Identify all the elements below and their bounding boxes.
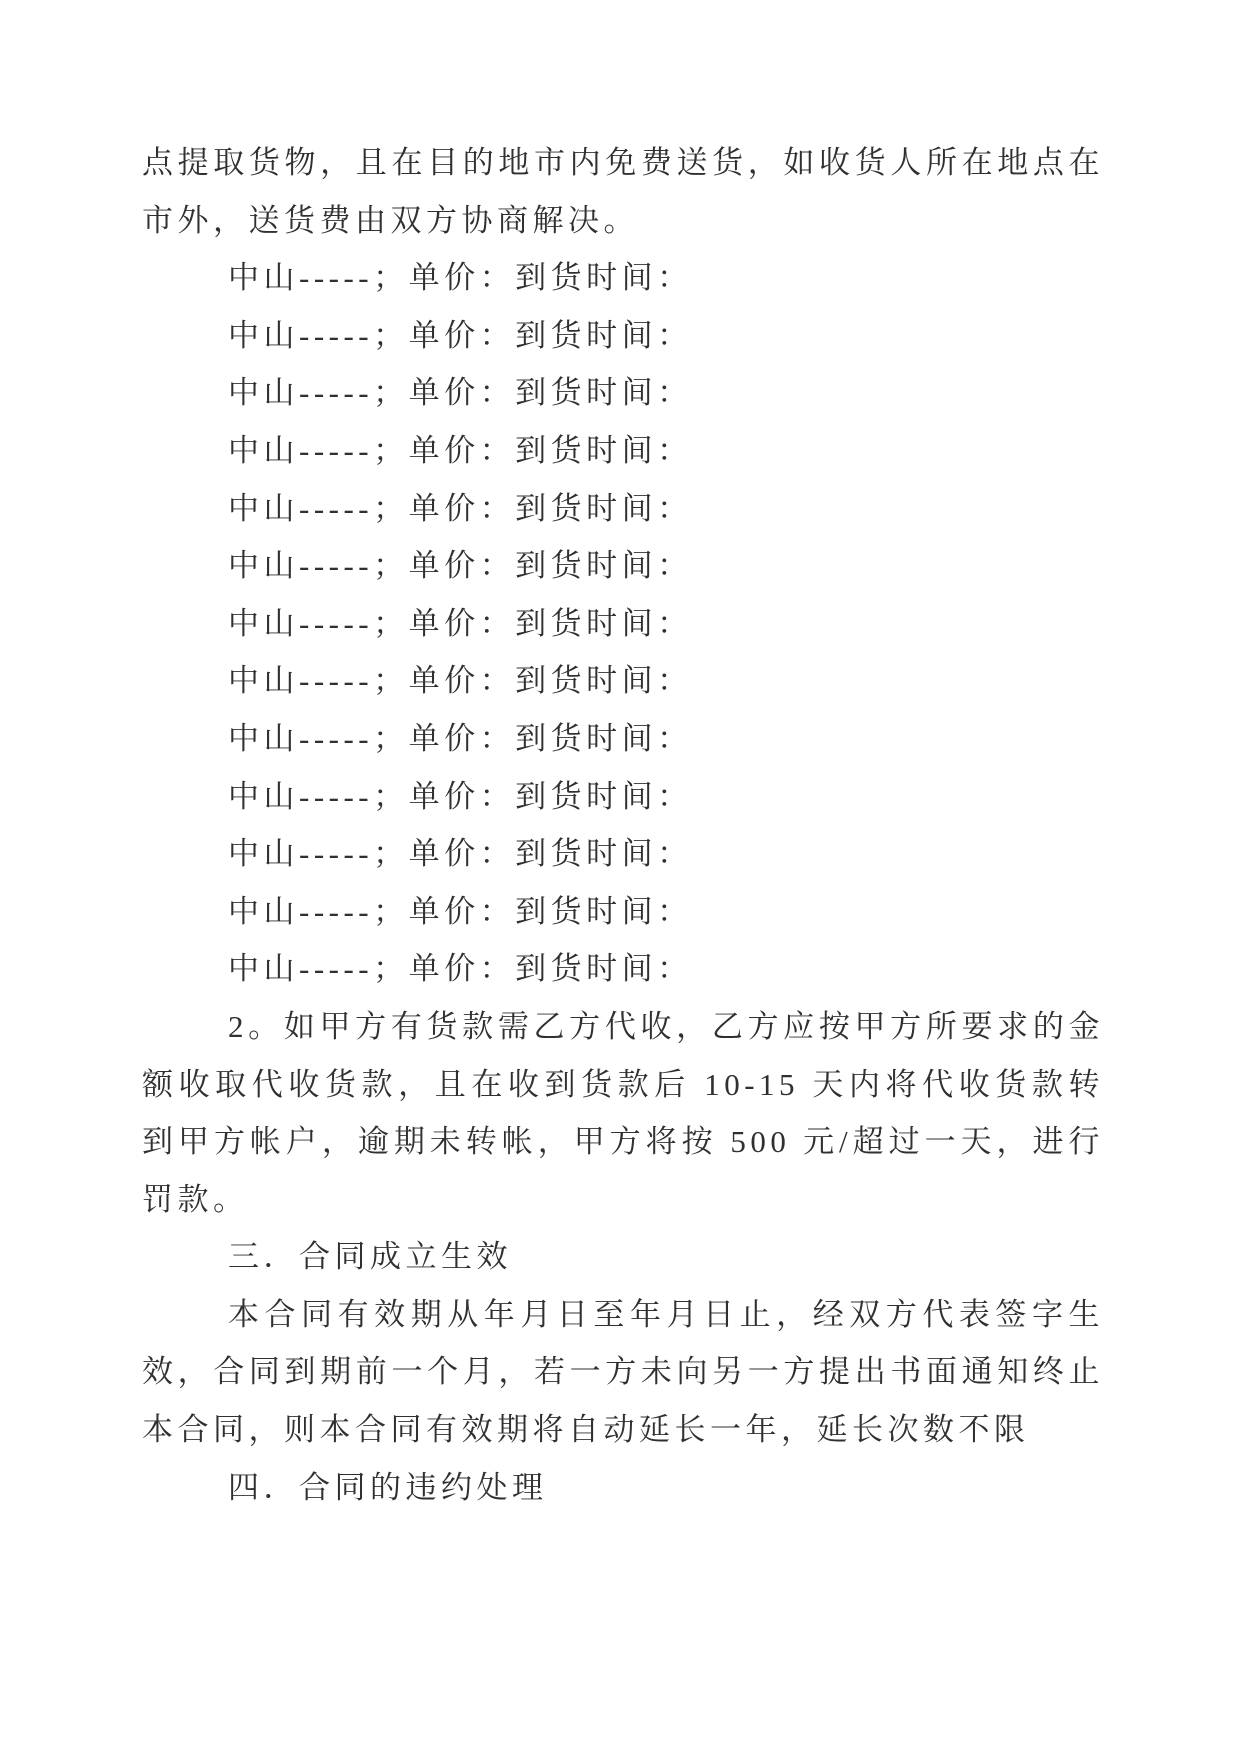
price-line: 中山-----；单价：到货时间： bbox=[228, 605, 693, 641]
section-heading-4: 四．合同的违约处理 bbox=[228, 1469, 548, 1505]
price-line: 中山-----；单价：到货时间： bbox=[228, 893, 693, 929]
price-line: 中山-----；单价：到货时间： bbox=[228, 663, 693, 699]
price-line: 中山-----；单价：到货时间： bbox=[228, 836, 693, 872]
paragraph-section-3-validity: 本合同有效期从年月日至年月日止，经双方代表签字生效，合同到期前一个月，若一方未向另一方提出书面通知终止本合同，则本合同有效期将自动延长一年，延长次数不限 bbox=[142, 1296, 1104, 1448]
price-line: 中山-----；单价：到货时间： bbox=[228, 548, 693, 584]
price-line: 中山-----；单价：到货时间： bbox=[228, 720, 693, 756]
price-line: 中山-----；单价：到货时间： bbox=[228, 260, 693, 296]
paragraph-clause-2-payment-collection: 2。如甲方有货款需乙方代收，乙方应按甲方所要求的金额收取代收货款，且在收到货款后 10-15 天内将代收货款转到甲方帐户，逾期未转帐，甲方将按 500 元/超过一天，进行罚款。 bbox=[142, 1008, 1104, 1217]
price-line: 中山-----；单价：到货时间： bbox=[228, 375, 693, 411]
price-line: 中山-----；单价：到货时间： bbox=[228, 317, 693, 353]
price-line: 中山-----；单价：到货时间： bbox=[228, 951, 693, 987]
price-line: 中山-----；单价：到货时间： bbox=[228, 432, 693, 468]
price-line: 中山-----；单价：到货时间： bbox=[228, 778, 693, 814]
contract-text-block bbox=[142, 134, 1104, 1516]
price-line: 中山-----；单价：到货时间： bbox=[228, 490, 693, 526]
section-heading-3: 三．合同成立生效 bbox=[228, 1239, 512, 1275]
paragraph-delivery-terms: 点提取货物，且在目的地市内免费送货，如收货人所在地点在市外，送货费由双方协商解决。 bbox=[142, 145, 1104, 238]
